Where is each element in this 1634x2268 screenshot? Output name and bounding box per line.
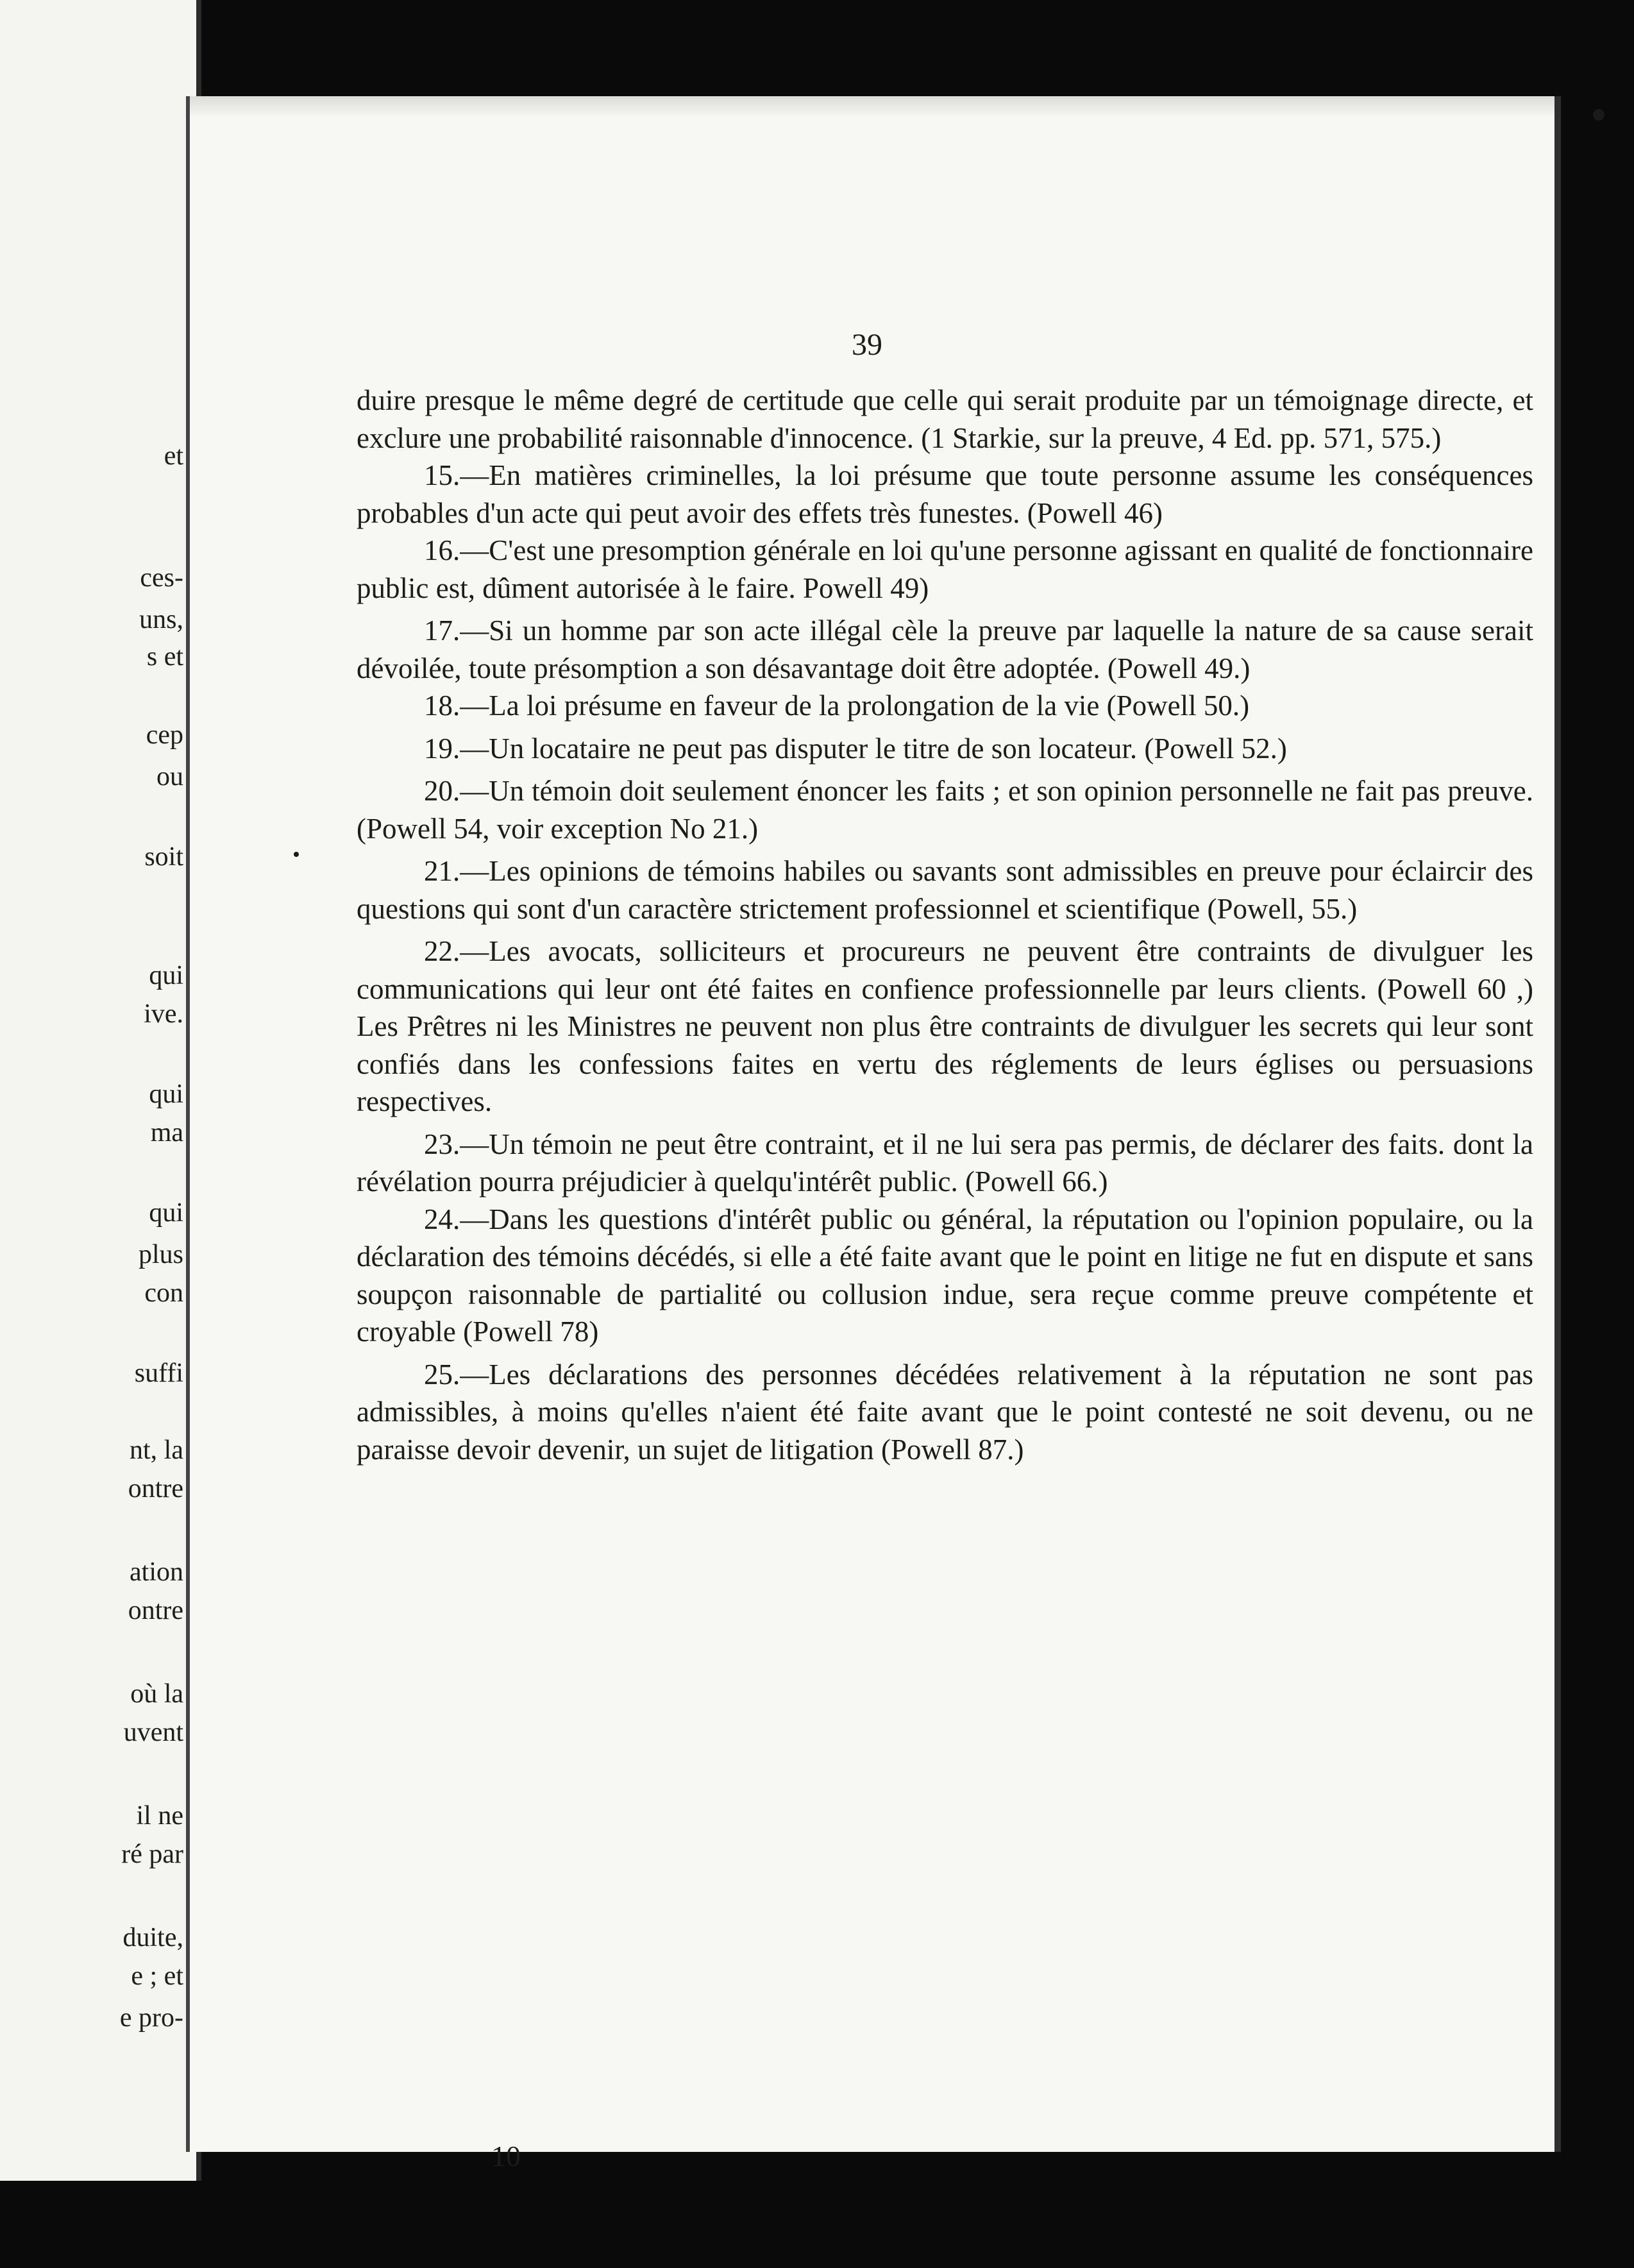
- left-page-fragment: qui: [149, 1079, 183, 1109]
- page-number: 39: [852, 328, 882, 362]
- left-page-fragment: ou: [156, 762, 183, 791]
- left-page-fragment: ontre: [128, 1596, 183, 1625]
- left-page-fragment: ces-: [140, 563, 183, 593]
- ink-speck: [1593, 109, 1605, 121]
- paragraph-16: 16.—C'est une presomption générale en loi qu'une personne agissant en qualité de fonctionnaire public est, dûment autorisée à le faire. Powell 49): [357, 534, 1533, 604]
- left-page-fragment: e ; et: [131, 1961, 183, 1991]
- left-page-fragment: et: [164, 441, 183, 471]
- left-page-fragment: qui: [149, 961, 183, 990]
- left-page-fragment: soit: [144, 842, 183, 872]
- left-page-fragment: ma: [150, 1118, 183, 1147]
- page-top-edge: [190, 96, 1554, 118]
- paragraph-15: 15.—En matières criminelles, la loi présume que toute personne assume les conséquences probables d'un acte qui peut avoir des effets très funestes. (Powell 46): [357, 459, 1533, 529]
- left-page-fragment: ive.: [144, 999, 183, 1029]
- left-page-fragment: ation: [130, 1557, 183, 1587]
- paragraph-17: 17.—Si un homme par son acte illégal cèle la preuve par laquelle la nature de sa cause serait dévoilée, toute présomption a son désavantage doit être adoptée. (Powell 49.): [357, 614, 1533, 684]
- left-page-fragment: suffi: [134, 1358, 183, 1388]
- left-page-fragment: plus: [138, 1240, 183, 1269]
- left-page-fragment: nt, la: [130, 1435, 183, 1465]
- left-page-fragment: e pro-: [119, 2003, 183, 2033]
- paragraph-21: 21.—Les opinions de témoins habiles ou savants sont admissibles en preuve pour éclaircir des questions qui sont d'un caractère strictement professionnel et scientifique (Powell, 55.): [357, 855, 1533, 925]
- paragraph-25: 25.—Les déclarations des personnes décédées relativement à la réputation ne sont pas admissibles, à moins qu'elles n'aient été faite avant que le point contesté ne soit devenu, ou ne paraisse devoir devenir, un sujet de litigation (Powell 87.): [357, 1358, 1533, 1466]
- left-page-fragment: ré par: [121, 1840, 183, 1869]
- paragraph-continuation: duire presque le même degré de certitude que celle qui serait produite par un témoignage directe, et exclure une probabilité raisonnable d'innocence. (1 Starkie, sur la preuve, 4 Ed. pp. 571, 575.): [357, 384, 1533, 454]
- left-page-fragment: qui: [149, 1198, 183, 1228]
- paragraph-19: 19.—Un locataire ne peut pas disputer le titre de son locateur. (Powell 52.): [424, 732, 1287, 765]
- left-page-fragment: s et: [146, 642, 183, 672]
- left-page-fragment: ontre: [128, 1474, 183, 1503]
- signature-mark: 10: [491, 2140, 521, 2172]
- left-page-fragment: cep: [146, 720, 183, 750]
- left-page-fragment: uvent: [123, 1718, 183, 1747]
- paragraph-18: 18.—La loi présume en faveur de la prolongation de la vie (Powell 50.): [424, 690, 1250, 722]
- paragraph-20: 20.—Un témoin doit seulement énoncer les faits ; et son opinion personnelle ne fait pas preuve.(Powell 54, voir exception No 21.): [357, 775, 1533, 845]
- left-page-edge: [0, 0, 201, 2181]
- book-page: [186, 96, 1554, 2172]
- paragraph-22: 22.—Les avocats, solliciteurs et procureurs ne peuvent être contraints de divulguer les communications qui leur ont été faites en confience professionnelle par leurs clients. (Powell 60 ,) Les Prêtres ni les Ministres ne peuvent non plus être contraints de divulguer les secrets qui leur sont confiés dans les confessions faites en vertu des réglements de leurs églises ou persuasions respectives.: [357, 935, 1533, 1117]
- body-text: [357, 382, 1533, 1468]
- left-page-fragment: duite,: [122, 1923, 183, 1952]
- ink-speck: [294, 852, 299, 857]
- left-page-fragment: où la: [130, 1679, 183, 1709]
- paragraph-23: 23.—Un témoin ne peut être contraint, et il ne lui sera pas permis, de déclarer des faits. dont la révélation pourra préjudicier à quelqu'intérêt public. (Powell 66.): [357, 1128, 1533, 1197]
- left-page-fragment: con: [144, 1278, 183, 1308]
- left-page-fragment: uns,: [139, 605, 183, 634]
- left-page-fragment: il ne: [136, 1801, 183, 1831]
- paragraph-24: 24.—Dans les questions d'intérêt public ou général, la réputation ou l'opinion populaire, ou la déclaration des témoins décédés, si elle a été faite avant que le point en litige ne fut en dispute et sans soupçon raisonnable de partialité ou collusion indue, sera reçue comme preuve compétente et croyable (Powell 78): [357, 1203, 1533, 1348]
